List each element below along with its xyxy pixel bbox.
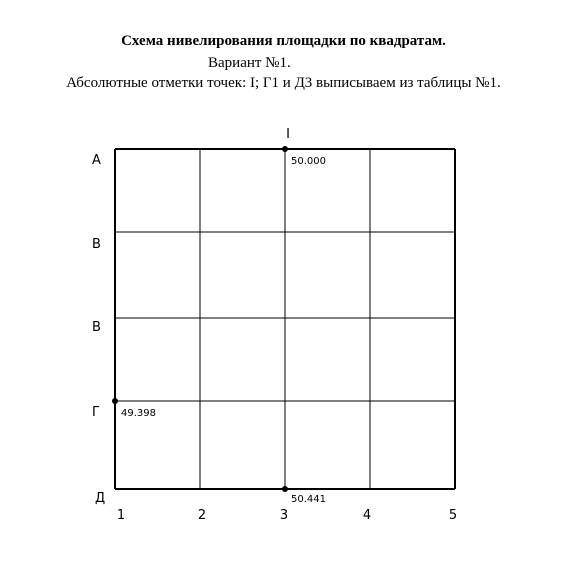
row-label-b1: В xyxy=(92,237,101,252)
col-label-2: 2 xyxy=(197,508,207,523)
col-label-5: 5 xyxy=(448,508,458,523)
point-d3-marker xyxy=(282,486,288,492)
col-label-3: 3 xyxy=(279,508,289,523)
point-i-elevation: 50.000 xyxy=(291,156,326,167)
col-label-4: 4 xyxy=(362,508,372,523)
point-g1-elevation: 49.398 xyxy=(121,408,156,419)
col-label-1: 1 xyxy=(116,508,126,523)
row-label-a: А xyxy=(92,153,101,168)
title: Схема нивелирования площадки по квадратам. xyxy=(121,33,446,49)
row-label-b2: В xyxy=(92,320,101,335)
row-label-g: Г xyxy=(92,405,100,420)
point-g1-marker xyxy=(112,398,118,404)
variant-label: Вариант №1. xyxy=(208,55,291,71)
top-point-label: I xyxy=(286,127,290,142)
point-i-marker xyxy=(282,146,288,152)
row-label-d: Д xyxy=(95,491,106,506)
description: Абсолютные отметки точек: I; Г1 и Д3 выписываем из таблицы №1. xyxy=(66,75,501,91)
point-d3-elevation: 50.441 xyxy=(291,494,326,505)
